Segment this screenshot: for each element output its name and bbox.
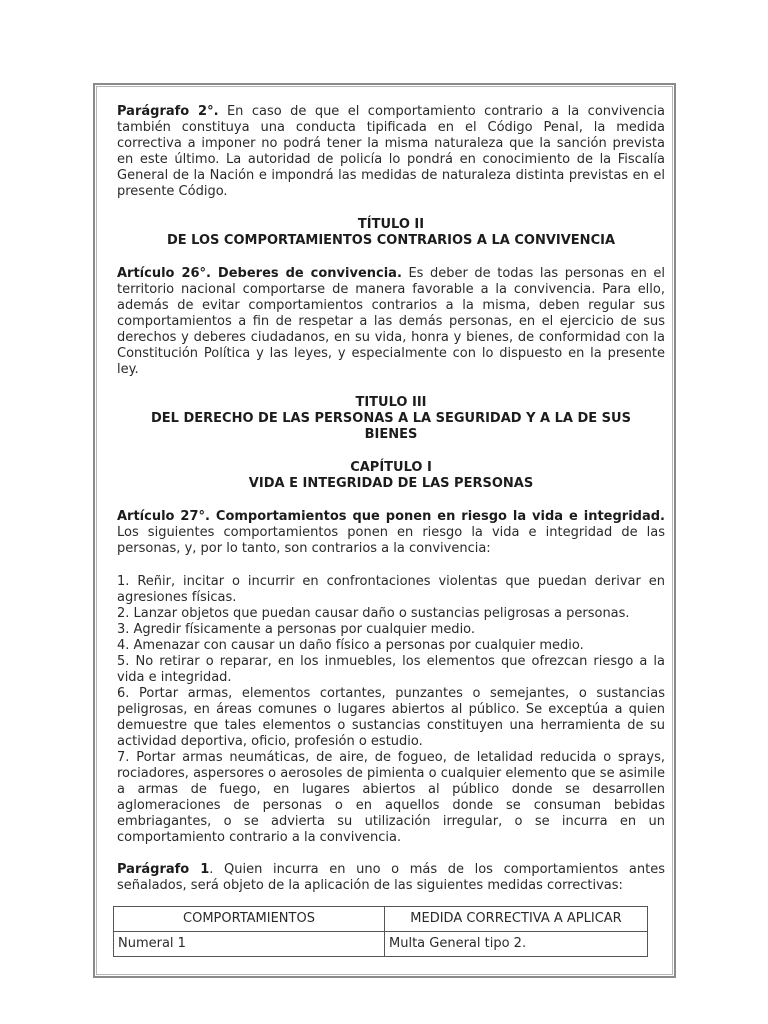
table-row	[114, 932, 648, 957]
table-header-cell: COMPORTAMIENTOS	[114, 907, 385, 932]
articulo-26	[117, 266, 665, 378]
list-item: 2. Lanzar objetos que puedan causar daño o sustancias peligrosas a personas.	[117, 606, 630, 621]
articulo-26-label: Artículo 26°. Deberes de convivencia.	[117, 266, 402, 281]
list-item: 5. No retirar o reparar, en los inmuebles, los elementos que ofrezcan riesgo a la vida e integridad.	[117, 654, 665, 685]
titulo-2-number: TÍTULO II	[357, 217, 425, 232]
capitulo-1-number: CAPÍTULO I	[350, 460, 432, 475]
document-body	[117, 104, 665, 957]
paragrafo-1	[117, 862, 665, 894]
articulo-27	[117, 509, 665, 557]
titulo-3-number: TITULO III	[355, 395, 427, 410]
table-header-row	[114, 907, 648, 932]
list-item: 1. Reñir, incitar o incurrir en confrontaciones violentas que puedan derivar en agresiones físicas.	[117, 574, 665, 605]
paragrafo-2	[117, 104, 665, 200]
articulo-26-text: Es deber de todas las personas en el territorio nacional comportarse de manera favorable a la convivencia. Para ello, además de evitar comportamientos contrarios a la misma, deben regular sus comportamientos a fin de respetar a las demás personas, en el ejercicio de sus derechos y deberes ciudadanos, en su vida, honra y bienes, de conformidad con la Constitución Política y las leyes, y especialmente con lo dispuesto en la presente ley.	[117, 266, 666, 377]
paragrafo-1-text: . Quien incurra en uno o más de los comportamientos antes señalados, será objeto de la aplicación de las siguientes medidas correctivas:	[117, 862, 665, 893]
table-header-cell: MEDIDA CORRECTIVA A APLICAR	[385, 907, 648, 932]
list-item: 4. Amenazar con causar un daño físico a personas por cualquier medio.	[117, 638, 584, 653]
table-cell: Numeral 1	[114, 932, 385, 957]
list-item: 7. Portar armas neumáticas, de aire, de fogueo, de letalidad reducida o sprays, rociadores, aspersores o aerosoles de pimienta o cualquier elemento que se asimile a armas de fuego, en lugares abiertos al público donde se desarrollen aglomeraciones de personas o en aquellos donde se consuman bebidas embriagantes, o se advierta su utilización irregular, o se incurra en un comportamiento contrario a la convivencia.	[117, 750, 665, 845]
paragrafo-2-label: Parágrafo 2°.	[117, 104, 219, 119]
titulo-3-name: DEL DERECHO DE LAS PERSONAS A LA SEGURIDAD Y A LA DE SUS BIENES	[151, 411, 631, 442]
paragrafo-2-text: En caso de que el comportamiento contrario a la convivencia también constituya una conducta tipificada en el Código Penal, la medida correctiva a imponer no podrá tener la misma naturaleza que la sanción prevista en este último. La autoridad de policía lo pondrá en conocimiento de la Fiscalía General de la Nación e impondrá las medidas de naturaleza distinta previstas en el presente Código.	[117, 104, 665, 199]
list-item: 3. Agredir físicamente a personas por cualquier medio.	[117, 622, 476, 637]
list-item: 6. Portar armas, elementos cortantes, punzantes o semejantes, o sustancias peligrosas, en áreas comunes o lugares abiertos al público. Se exceptúa a quien demuestre que tales elementos o sustancias constituyen una herramienta de su actividad deportiva, oficio, profesión o estudio.	[117, 686, 665, 749]
articulo-27-text: Los siguientes comportamientos ponen en riesgo la vida e integridad de las personas, y, por lo tanto, son contrarios a la convivencia:	[117, 525, 665, 556]
table-cell: Multa General tipo 2.	[385, 932, 648, 957]
medidas-table	[113, 906, 648, 957]
paragrafo-1-label: Parágrafo 1	[117, 862, 210, 877]
articulo-27-label: Artículo 27°. Comportamientos que ponen en riesgo la vida e integridad.	[117, 509, 665, 524]
capitulo-1-name: VIDA E INTEGRIDAD DE LAS PERSONAS	[248, 476, 534, 491]
titulo-2-name: DE LOS COMPORTAMIENTOS CONTRARIOS A LA CONVIVENCIA	[166, 233, 616, 248]
